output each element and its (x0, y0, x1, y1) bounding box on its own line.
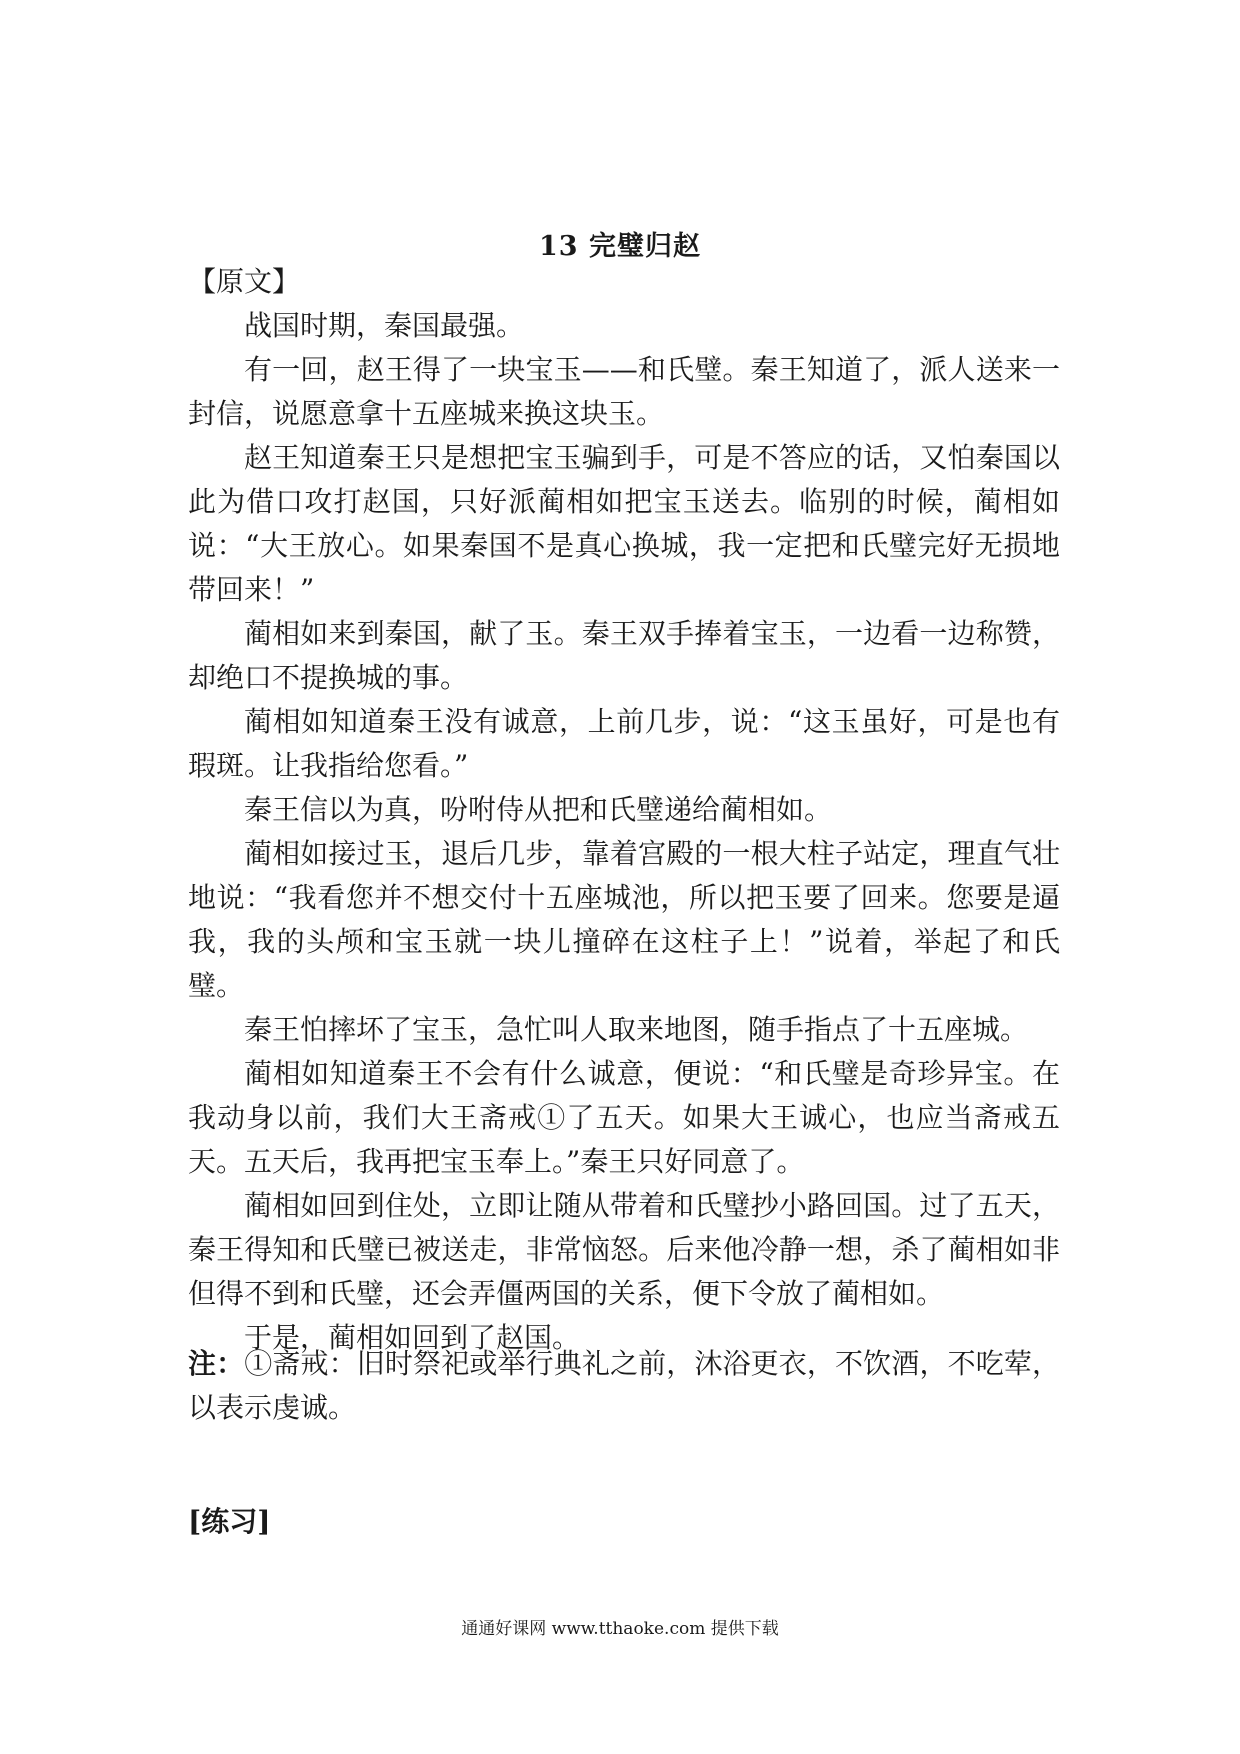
paragraph: 于是，蔺相如回到了赵国。 (244, 1321, 581, 1354)
paragraph: 秦王信以为真，吩咐侍从把和氏璧递给蔺相如。 (244, 793, 833, 826)
page-footer: 通通好课网 www.tthaoke.com 提供下载 (461, 1619, 779, 1639)
paragraph: 赵王知道秦王只是想把宝玉骗到手，可是不答应的话，又怕秦国以此为借口攻打赵国，只好派蔺相如把宝玉送去。临别的时候，蔺相如说：“大王放心。如果秦国不是真心换城，我一定把和氏璧完好无损地带回来！” (188, 441, 1060, 606)
footnote (188, 1342, 1060, 1430)
exercise-heading: [练习] (188, 1505, 271, 1538)
paragraph: 战国时期，秦国最强。 (244, 309, 525, 342)
paragraph: 蔺相如知道秦王不会有什么诚意，便说：“和氏璧是奇珍异宝。在我动身以前，我们大王斋戒①了五天。如果大王诚心，也应当斋戒五天。五天后，我再把宝玉奉上。”秦王只好同意了。 (188, 1057, 1060, 1178)
paragraph: 蔺相如知道秦王没有诚意，上前几步，说：“这玉虽好，可是也有瑕斑。让我指给您看。” (188, 705, 1060, 782)
story-body (188, 304, 1060, 1360)
document-title: 13 完璧归赵 (539, 231, 701, 262)
paragraph: 蔺相如来到秦国，献了玉。秦王双手捧着宝玉，一边看一边称赞，却绝口不提换城的事。 (188, 617, 1060, 694)
footnote-label: 注： (188, 1347, 245, 1380)
paragraph: 蔺相如接过玉，退后几步，靠着宫殿的一根大柱子站定，理直气壮地说：“我看您并不想交付十五座城池，所以把玉要了回来。您要是逼我，我的头颅和宝玉就一块儿撞碎在这柱子上！”说着，举起了和氏璧。 (188, 837, 1060, 1002)
paragraph: 蔺相如回到住处，立即让随从带着和氏璧抄小路回国。过了五天，秦王得知和氏璧已被送走，非常恼怒。后来他冷静一想，杀了蔺相如非但得不到和氏璧，还会弄僵两国的关系，便下令放了蔺相如。 (188, 1189, 1060, 1310)
paragraph: 秦王怕摔坏了宝玉，急忙叫人取来地图，随手指点了十五座城。 (244, 1013, 1029, 1046)
section-label-original-text: 【原文】 (188, 265, 301, 298)
footnote-text: ①斋戒：旧时祭祀或举行典礼之前，沐浴更衣，不饮酒，不吃荤，以表示虔诚。 (188, 1347, 1060, 1424)
paragraph: 有一回，赵王得了一块宝玉——和氏璧。秦王知道了，派人送来一封信，说愿意拿十五座城来换这块玉。 (188, 353, 1060, 430)
